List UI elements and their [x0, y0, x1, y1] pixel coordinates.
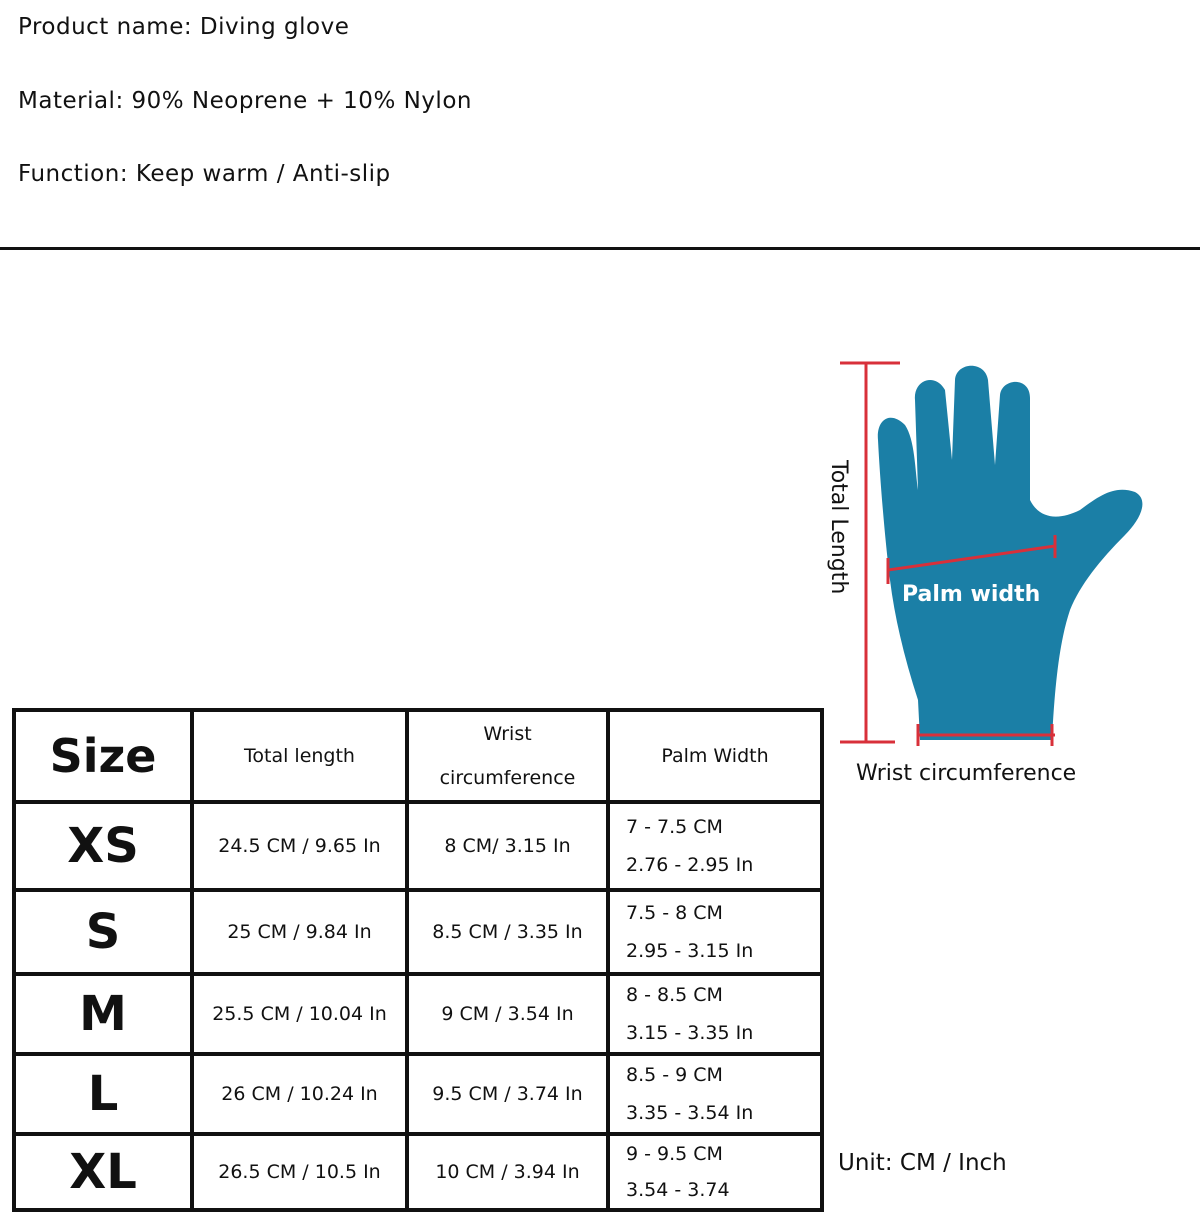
- length-cell: 25.5 CM / 10.04 In: [192, 974, 407, 1054]
- header-wrist: [407, 710, 608, 802]
- wrist-cell: 9 CM / 3.54 In: [407, 974, 608, 1054]
- palm-cell: [608, 890, 822, 974]
- table-row: [14, 1054, 822, 1134]
- palm-cell: [608, 1054, 822, 1134]
- divider: [0, 247, 1200, 250]
- length-cell: 26 CM / 10.24 In: [192, 1054, 407, 1134]
- palm-in: 2.95 - 3.15 In: [626, 940, 754, 962]
- size-cell: XL: [14, 1134, 192, 1210]
- size-table: [12, 708, 824, 1212]
- palm-cm: 8.5 - 9 CM: [626, 1064, 723, 1086]
- palm-in: 3.15 - 3.35 In: [626, 1022, 754, 1044]
- wrist-cell: 9.5 CM / 3.74 In: [407, 1054, 608, 1134]
- palm-cm: 7.5 - 8 CM: [626, 902, 723, 924]
- palm-width-label: Palm width: [902, 582, 1041, 607]
- table-row: [14, 1134, 822, 1210]
- length-cell: 24.5 CM / 9.65 In: [192, 802, 407, 890]
- length-cell: 25 CM / 9.84 In: [192, 890, 407, 974]
- palm-cell: [608, 1134, 822, 1210]
- header-total-length: Total length: [192, 710, 407, 802]
- size-cell: M: [14, 974, 192, 1054]
- table-row: [14, 974, 822, 1054]
- material: Material: 90% Neoprene + 10% Nylon: [18, 88, 472, 114]
- size-cell: S: [14, 890, 192, 974]
- header-wrist-line2: circumference: [439, 767, 576, 789]
- header-palm-width: Palm Width: [608, 710, 822, 802]
- total-length-label: Total Length: [826, 460, 851, 595]
- palm-cm: 9 - 9.5 CM: [626, 1143, 723, 1165]
- table-header: [14, 710, 822, 802]
- product-name: Product name: Diving glove: [18, 14, 350, 40]
- header-wrist-line1: Wrist: [483, 723, 532, 745]
- size-cell: L: [14, 1054, 192, 1134]
- unit-note: Unit: CM / Inch: [838, 1150, 1007, 1176]
- size-cell: XS: [14, 802, 192, 890]
- table-row: [14, 802, 822, 890]
- palm-cell: [608, 974, 822, 1054]
- wrist-label: Wrist circumference: [856, 761, 1077, 786]
- table-row: [14, 890, 822, 974]
- glove-diagram: [800, 330, 1180, 800]
- length-cell: 26.5 CM / 10.5 In: [192, 1134, 407, 1210]
- palm-in: 3.54 - 3.74: [626, 1179, 730, 1201]
- function: Function: Keep warm / Anti-slip: [18, 161, 391, 187]
- header-size: Size: [14, 710, 192, 802]
- palm-in: 3.35 - 3.54 In: [626, 1102, 754, 1124]
- wrist-cell: 8.5 CM / 3.35 In: [407, 890, 608, 974]
- palm-in: 2.76 - 2.95 In: [626, 854, 754, 876]
- wrist-cell: 8 CM/ 3.15 In: [407, 802, 608, 890]
- palm-cm: 8 - 8.5 CM: [626, 984, 723, 1006]
- palm-cell: [608, 802, 822, 890]
- palm-cm: 7 - 7.5 CM: [626, 816, 723, 838]
- wrist-cell: 10 CM / 3.94 In: [407, 1134, 608, 1210]
